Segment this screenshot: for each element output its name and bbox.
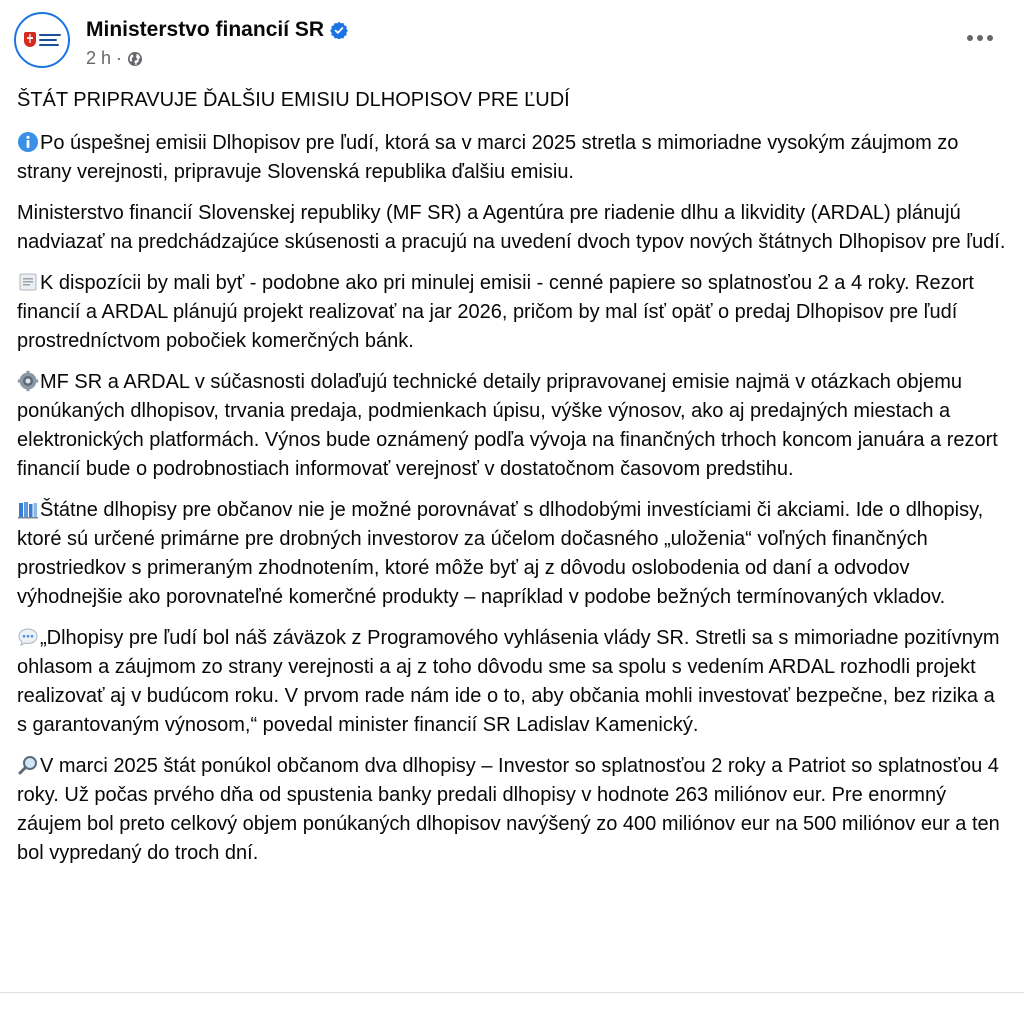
magnifier-icon [17,754,39,776]
more-options-button[interactable] [962,24,998,52]
info-icon [17,131,39,153]
books-icon [17,498,39,520]
paragraph-text: Štátne dlhopisy pre občanov nie je možné porovnávať s dlhodobými investíciami či akciami. Ide o dlhopisy, ktoré sú určené primárne pre drobných investorov za účelom dočasného „uloženia“ voľných finančných prostriedkov s primeraným zhodnotením, ktoré môže byť aj z dôvodu oslobodenia od daní a odvodov výhodnejšie ako porovnateľné komerčné produkty – napríklad v podobe bežných termínovaných vkladov. [17,499,984,608]
paragraph-text: Ministerstvo financií Slovenskej republiky (MF SR) a Agentúra pre riadenie dlhu a likvidity (ARDAL) plánujú nadviazať na predchádzajúce skúsenosti a pracujú na uvedení dvoch typov nových štátnych Dlhopisov pre ľudí. [17,202,1006,253]
paragraph-text: MF SR a ARDAL v súčasnosti dolaďujú technické detaily pripravovanej emisie najmä v otázkach objemu ponúkaných dlhopisov, trvania predaja, podmienkach úpisu, výške výnosov, ako aj predajných miestach a elektronických platformách. Výnos bude oznámený podľa vývoja na finančných trhoch koncom januára a rezort financií bude o podrobnostiach informovať verejnosť v dostatočnom časovom predstihu. [17,371,998,480]
speech-bubble-icon [17,626,39,648]
verified-badge-icon [330,21,348,39]
page-name-label[interactable]: Ministerstvo financií SR [86,18,325,41]
dot-icon [987,35,993,41]
paragraph-text: K dispozícii by mali byť - podobne ako pri minulej emisii - cenné papiere so splatnosťou 2 a 4 roky. Rezort financií a ARDAL plánujú projekt realizovať na jar 2026, pričom by mal ísť opäť o predaj Dlhopisov pre ľudí prostredníctvom pobočiek komerčných bánk. [17,272,974,352]
post-body [17,86,1010,880]
document-icon [17,271,39,293]
paragraph [17,624,1010,740]
page-name[interactable] [86,18,348,42]
paragraph [17,199,1010,257]
paragraph [17,269,1010,356]
paragraph-text: Po úspešnej emisii Dlhopisov pre ľudí, ktorá sa v marci 2025 stretla s mimoriadne vysokým záujmom zo strany verejnosti, pripravuje Slovenská republika ďalšiu emisiu. [17,132,959,183]
post-meta [86,48,143,69]
paragraph [17,129,1010,187]
post-time[interactable]: 2 h [86,48,112,68]
avatar[interactable] [14,12,70,68]
paragraph [17,752,1010,868]
paragraph [17,368,1010,484]
paragraph-text: V marci 2025 štát ponúkol občanom dva dlhopisy – Investor so splatnosťou 2 roky a Patriot so splatnosťou 4 roky. Už počas prvého dňa od spustenia banky predali dlhopisy v hodnote 263 miliónov eur. Pre enormný záujem bol preto celkový objem ponúkaných dlhopisov navýšený zo 400 miliónov eur na 500 miliónov eur a ten bol vypredaný do troch dní. [17,755,1000,864]
post-header [14,12,1010,70]
dot-icon [967,35,973,41]
paragraph [17,496,1010,612]
divider [0,992,1024,993]
paragraph-text: „Dlhopisy pre ľudí bol náš záväzok z Programového vyhlásenia vlády SR. Stretli sa s mimoriadne pozitívnym ohlasom a záujmom zo strany verejnosti a aj z toho dôvodu sme sa spolu s vedením ARDAL rozhodli projekt realizovať aj v budúcom roku. V prvom rade nám ide o to, aby občania mohli investovať bezpečne, bez rizika a s garantovaným výnosom,“ povedal minister financií SR Ladislav Kamenický. [17,627,1000,736]
gear-icon [17,370,39,392]
dot-icon [977,35,983,41]
globe-icon [127,51,143,67]
meta-separator: · [116,48,123,68]
post-title: ŠTÁT PRIPRAVUJE ĎALŠIU EMISIU DLHOPISOV PRE ĽUDÍ [17,89,570,111]
ministry-logo-icon [22,26,62,54]
